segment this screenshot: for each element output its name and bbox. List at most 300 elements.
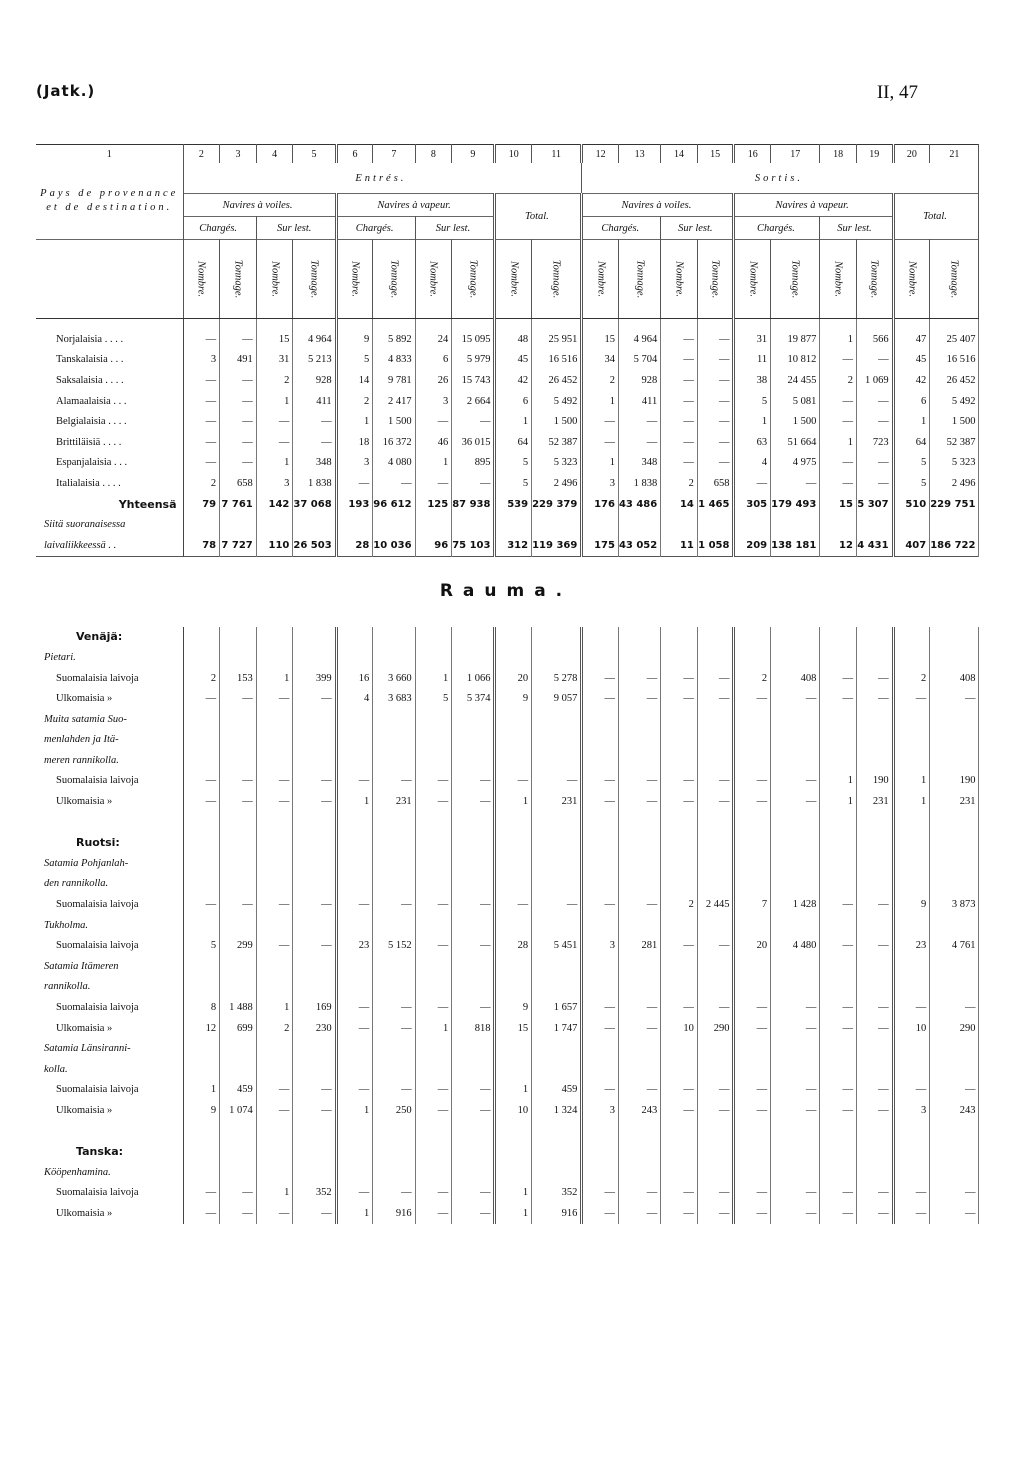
table-cell: 25 407 xyxy=(930,329,979,350)
table-cell xyxy=(373,750,415,771)
table-cell: — xyxy=(697,370,734,391)
table-cell xyxy=(452,853,495,874)
table-cell xyxy=(582,319,619,330)
table-cell xyxy=(856,956,893,977)
port-row xyxy=(36,874,979,895)
table-cell xyxy=(734,1059,771,1080)
row-label: Ulkomaisia » xyxy=(36,1203,183,1224)
table-cell xyxy=(415,1162,452,1183)
table-cell: 4 080 xyxy=(373,453,415,474)
table-cell: 16 372 xyxy=(373,432,415,453)
table-cell xyxy=(618,514,660,535)
table-cell xyxy=(930,730,979,751)
table-cell xyxy=(697,730,734,751)
table-cell xyxy=(820,853,857,874)
table-cell xyxy=(771,514,820,535)
column-number-row xyxy=(36,145,979,164)
table-cell: 2 xyxy=(256,370,293,391)
table-cell: 3 xyxy=(582,1100,619,1121)
table-cell: — xyxy=(452,1080,495,1101)
tonnage-label: Tonnage. xyxy=(388,259,400,299)
table-cell xyxy=(697,956,734,977)
table-cell: 119 369 xyxy=(532,535,582,556)
table-cell: 895 xyxy=(452,453,495,474)
table-cell: — xyxy=(582,432,619,453)
table-cell: — xyxy=(661,771,698,792)
table-cell: 1 488 xyxy=(220,997,257,1018)
table-cell: — xyxy=(293,894,336,915)
table-cell xyxy=(532,1162,582,1183)
table-cell: 1 324 xyxy=(532,1100,582,1121)
table-cell: 176 xyxy=(582,494,619,515)
total-header: Total. xyxy=(495,194,582,240)
port-row xyxy=(36,915,979,936)
table-row xyxy=(36,1080,979,1101)
table-cell xyxy=(495,1162,532,1183)
table-cell: — xyxy=(256,1203,293,1224)
table-cell: — xyxy=(183,894,220,915)
table-cell: 75 103 xyxy=(452,535,495,556)
table-cell xyxy=(734,319,771,330)
table-cell xyxy=(771,812,820,833)
table-cell: — xyxy=(771,688,820,709)
col-number: 18 xyxy=(820,145,857,164)
col-number: 16 xyxy=(734,145,771,164)
table-cell xyxy=(820,1162,857,1183)
table-cell: — xyxy=(856,688,893,709)
table-cell: — xyxy=(293,791,336,812)
table-cell xyxy=(256,730,293,751)
table-cell: — xyxy=(697,1183,734,1204)
table-cell xyxy=(373,812,415,833)
table-cell xyxy=(618,750,660,771)
table-cell: — xyxy=(771,1018,820,1039)
table-cell xyxy=(183,1162,220,1183)
table-cell xyxy=(220,1038,257,1059)
table-cell xyxy=(697,319,734,330)
port-row xyxy=(36,750,979,771)
table-row xyxy=(36,350,979,371)
table-cell xyxy=(856,709,893,730)
table-cell xyxy=(930,319,979,330)
table-cell xyxy=(697,853,734,874)
table-cell xyxy=(256,1141,293,1162)
table-cell xyxy=(293,1038,336,1059)
nombre-label: Nombre. xyxy=(427,260,439,298)
table-cell: 399 xyxy=(293,668,336,689)
table-cell: 3 683 xyxy=(373,688,415,709)
table-cell: — xyxy=(452,935,495,956)
table-cell xyxy=(532,1059,582,1080)
table-cell xyxy=(183,956,220,977)
row-label: Ulkomaisia » xyxy=(36,1100,183,1121)
table-cell: — xyxy=(734,1203,771,1224)
table-cell xyxy=(771,832,820,853)
table-cell: — xyxy=(661,1100,698,1121)
table-cell xyxy=(415,1141,452,1162)
table-cell: — xyxy=(183,391,220,412)
table-cell xyxy=(697,514,734,535)
table-cell xyxy=(661,977,698,998)
table-cell xyxy=(820,874,857,895)
table-cell: 9 xyxy=(893,894,930,915)
table-cell xyxy=(220,977,257,998)
table-cell: 5 278 xyxy=(532,668,582,689)
table-cell: — xyxy=(183,370,220,391)
table-cell xyxy=(293,647,336,668)
col-number: 15 xyxy=(697,145,734,164)
table-cell: — xyxy=(856,1183,893,1204)
tonnage-label: Tonnage. xyxy=(789,259,801,299)
table-cell: 52 387 xyxy=(532,432,582,453)
table-cell xyxy=(893,514,930,535)
table-cell: — xyxy=(930,688,979,709)
table-cell: — xyxy=(697,997,734,1018)
table-cell: 1 xyxy=(495,1203,532,1224)
col-number: 21 xyxy=(930,145,979,164)
table-cell: — xyxy=(336,771,373,792)
table-cell: 19 877 xyxy=(771,329,820,350)
table-cell xyxy=(582,853,619,874)
table-row xyxy=(36,894,979,915)
table-cell xyxy=(415,1038,452,1059)
table-cell: — xyxy=(697,688,734,709)
table-cell: — xyxy=(293,1203,336,1224)
table-cell: 9 781 xyxy=(373,370,415,391)
table-cell xyxy=(220,1121,257,1142)
table-cell xyxy=(183,1121,220,1142)
table-cell xyxy=(293,1121,336,1142)
table-cell: 916 xyxy=(373,1203,415,1224)
table-cell xyxy=(336,1141,373,1162)
measure-header xyxy=(415,240,452,319)
row-label: Alamaalaisia . . . xyxy=(36,391,183,412)
table-cell: 1 xyxy=(336,1100,373,1121)
table-cell xyxy=(771,319,820,330)
table-cell: 5 152 xyxy=(373,935,415,956)
table-cell xyxy=(893,1121,930,1142)
table-cell xyxy=(452,647,495,668)
table-cell: — xyxy=(820,473,857,494)
table-cell xyxy=(532,977,582,998)
table-cell: — xyxy=(452,1183,495,1204)
table-cell xyxy=(336,647,373,668)
table-cell: 5 307 xyxy=(856,494,893,515)
table-cell: 1 747 xyxy=(532,1018,582,1039)
table-cell xyxy=(183,514,220,535)
table-cell xyxy=(661,1162,698,1183)
table-cell: — xyxy=(930,1080,979,1101)
table-cell xyxy=(336,730,373,751)
section-title: Rauma. xyxy=(36,556,979,627)
table-cell: — xyxy=(771,771,820,792)
table-cell: 1 465 xyxy=(697,494,734,515)
table-cell: 9 xyxy=(495,997,532,1018)
table-cell xyxy=(415,514,452,535)
table-cell: — xyxy=(582,894,619,915)
table-cell xyxy=(293,832,336,853)
table-cell xyxy=(452,1038,495,1059)
table-cell: — xyxy=(293,688,336,709)
table-cell xyxy=(220,514,257,535)
table-cell: 1 xyxy=(336,411,373,432)
table-cell: — xyxy=(618,1080,660,1101)
table-cell xyxy=(856,874,893,895)
table-cell xyxy=(661,853,698,874)
table-cell: 43 486 xyxy=(618,494,660,515)
col-number: 1 xyxy=(36,145,183,164)
table-cell: 9 057 xyxy=(532,688,582,709)
table-cell: 231 xyxy=(373,791,415,812)
table-cell: — xyxy=(220,391,257,412)
table-cell: — xyxy=(661,1080,698,1101)
table-cell: — xyxy=(415,411,452,432)
measure-row xyxy=(36,240,979,319)
table-cell: — xyxy=(856,1100,893,1121)
table-cell xyxy=(336,709,373,730)
table-row xyxy=(36,688,979,709)
section-title-row xyxy=(36,556,979,627)
table-cell xyxy=(856,1162,893,1183)
table-cell xyxy=(220,750,257,771)
group-entres: Entrés. xyxy=(183,163,582,194)
table-cell: 1 066 xyxy=(452,668,495,689)
table-cell: 281 xyxy=(618,935,660,956)
table-cell: 348 xyxy=(293,453,336,474)
table-cell: 15 095 xyxy=(452,329,495,350)
table-cell xyxy=(373,1059,415,1080)
table-cell xyxy=(697,627,734,648)
table-cell xyxy=(293,1059,336,1080)
table-cell: 1 xyxy=(183,1080,220,1101)
table-cell: — xyxy=(734,1100,771,1121)
table-cell xyxy=(893,874,930,895)
table-cell xyxy=(256,647,293,668)
table-cell xyxy=(618,1059,660,1080)
table-cell: 87 938 xyxy=(452,494,495,515)
table-cell xyxy=(618,977,660,998)
table-cell: — xyxy=(893,1080,930,1101)
table-cell xyxy=(893,812,930,833)
table-cell: 5 081 xyxy=(771,391,820,412)
table-cell: — xyxy=(856,997,893,1018)
table-cell: 46 xyxy=(415,432,452,453)
table-cell: 52 387 xyxy=(930,432,979,453)
table-cell xyxy=(820,647,857,668)
table-cell: — xyxy=(697,1203,734,1224)
table-cell xyxy=(373,709,415,730)
table-row xyxy=(36,514,979,535)
table-cell xyxy=(893,730,930,751)
table-cell xyxy=(256,853,293,874)
table-cell: 2 xyxy=(256,1018,293,1039)
table-cell xyxy=(820,319,857,330)
table-cell: — xyxy=(930,997,979,1018)
table-cell: 78 xyxy=(183,535,220,556)
table-cell: 723 xyxy=(856,432,893,453)
table-cell xyxy=(734,750,771,771)
table-cell xyxy=(856,1141,893,1162)
table-row xyxy=(36,391,979,412)
table-cell: 64 xyxy=(893,432,930,453)
table-cell xyxy=(661,915,698,936)
table-cell: — xyxy=(373,997,415,1018)
port-row xyxy=(36,1038,979,1059)
measure-header xyxy=(734,240,771,319)
table-cell: 1 xyxy=(582,391,619,412)
table-cell: 352 xyxy=(532,1183,582,1204)
ballast-header: Sur lest. xyxy=(820,217,893,240)
table-cell xyxy=(697,1038,734,1059)
table-cell: 566 xyxy=(856,329,893,350)
nombre-label: Nombre. xyxy=(673,260,685,298)
table-cell xyxy=(734,647,771,668)
table-cell: 5 704 xyxy=(618,350,660,371)
table-cell: 15 xyxy=(820,494,857,515)
table-cell: 8 xyxy=(183,997,220,1018)
table-cell: 175 xyxy=(582,535,619,556)
table-cell: 1 657 xyxy=(532,997,582,1018)
table-cell xyxy=(820,514,857,535)
table-cell: 31 xyxy=(734,329,771,350)
table-cell: — xyxy=(856,473,893,494)
port-row xyxy=(36,1162,979,1183)
table-cell xyxy=(856,730,893,751)
table-cell: — xyxy=(618,771,660,792)
table-cell: 4 964 xyxy=(618,329,660,350)
table-cell xyxy=(293,977,336,998)
spacer-row xyxy=(36,319,979,330)
table-cell: — xyxy=(452,894,495,915)
table-cell: — xyxy=(495,894,532,915)
tonnage-label: Tonnage. xyxy=(948,259,960,299)
table-cell: — xyxy=(734,1018,771,1039)
table-cell: 2 664 xyxy=(452,391,495,412)
tonnage-label: Tonnage. xyxy=(709,259,721,299)
table-cell: — xyxy=(893,1183,930,1204)
table-cell xyxy=(452,977,495,998)
table-cell xyxy=(373,647,415,668)
table-cell: 5 323 xyxy=(532,453,582,474)
table-cell: — xyxy=(697,1100,734,1121)
row-header xyxy=(36,163,183,240)
table-cell xyxy=(582,647,619,668)
table-cell xyxy=(336,750,373,771)
table-cell: — xyxy=(618,894,660,915)
table-cell: — xyxy=(183,453,220,474)
row-label: Suomalaisia laivoja xyxy=(36,997,183,1018)
table-cell: 411 xyxy=(293,391,336,412)
table-cell xyxy=(697,709,734,730)
table-cell xyxy=(661,1121,698,1142)
table-cell: 1 xyxy=(336,1203,373,1224)
table-cell xyxy=(856,1121,893,1142)
table-cell: — xyxy=(452,411,495,432)
table-cell: 459 xyxy=(532,1080,582,1101)
table-cell: 3 xyxy=(183,350,220,371)
table-cell: 169 xyxy=(293,997,336,1018)
table-cell: — xyxy=(856,1080,893,1101)
table-cell: 1 xyxy=(820,791,857,812)
table-row xyxy=(36,473,979,494)
table-cell: — xyxy=(582,411,619,432)
table-cell xyxy=(893,1059,930,1080)
table-cell xyxy=(661,319,698,330)
table-cell xyxy=(452,915,495,936)
table-cell: — xyxy=(220,453,257,474)
table-cell: 2 496 xyxy=(930,473,979,494)
table-cell: — xyxy=(183,329,220,350)
table-cell: 125 xyxy=(415,494,452,515)
table-cell: — xyxy=(452,473,495,494)
table-cell: — xyxy=(256,432,293,453)
table-cell: 209 xyxy=(734,535,771,556)
table-cell: — xyxy=(820,688,857,709)
table-cell: 1 xyxy=(415,1018,452,1039)
measure-header xyxy=(930,240,979,319)
table-cell: 42 xyxy=(893,370,930,391)
table-cell xyxy=(930,853,979,874)
table-cell: — xyxy=(582,1203,619,1224)
table-cell xyxy=(734,1121,771,1142)
table-cell xyxy=(532,1141,582,1162)
table-cell xyxy=(373,1038,415,1059)
table-cell: — xyxy=(336,1080,373,1101)
table-cell xyxy=(415,647,452,668)
table-cell: — xyxy=(856,350,893,371)
table-cell: 1 xyxy=(495,1080,532,1101)
table-cell xyxy=(495,1121,532,1142)
table-cell: 5 492 xyxy=(532,391,582,412)
table-cell xyxy=(618,874,660,895)
table-cell xyxy=(582,1121,619,1142)
table-cell: 5 492 xyxy=(930,391,979,412)
table-cell: — xyxy=(856,1203,893,1224)
shipping-statistics-table xyxy=(36,144,979,1224)
table-cell: 96 612 xyxy=(373,494,415,515)
table-cell xyxy=(336,1162,373,1183)
table-row xyxy=(36,432,979,453)
table-cell xyxy=(582,956,619,977)
table-row xyxy=(36,997,979,1018)
table-cell: — xyxy=(820,1080,857,1101)
measure-header xyxy=(893,240,930,319)
table-cell xyxy=(220,853,257,874)
table-cell xyxy=(532,853,582,874)
table-cell xyxy=(820,709,857,730)
table-cell: — xyxy=(661,350,698,371)
table-cell: — xyxy=(661,370,698,391)
measure-header xyxy=(697,240,734,319)
table-cell xyxy=(183,832,220,853)
table-cell xyxy=(256,1121,293,1142)
tonnage-label: Tonnage. xyxy=(232,259,244,299)
table-cell xyxy=(856,915,893,936)
row-label: Ulkomaisia » xyxy=(36,688,183,709)
table-cell: 510 xyxy=(893,494,930,515)
row-label: Suomalaisia laivoja xyxy=(36,935,183,956)
table-cell xyxy=(256,627,293,648)
table-cell xyxy=(336,319,373,330)
table-cell xyxy=(256,915,293,936)
table-cell xyxy=(734,977,771,998)
table-cell: — xyxy=(256,1100,293,1121)
table-cell xyxy=(373,915,415,936)
table-cell: 5 892 xyxy=(373,329,415,350)
table-cell: — xyxy=(697,432,734,453)
table-cell: — xyxy=(582,668,619,689)
table-cell xyxy=(452,514,495,535)
